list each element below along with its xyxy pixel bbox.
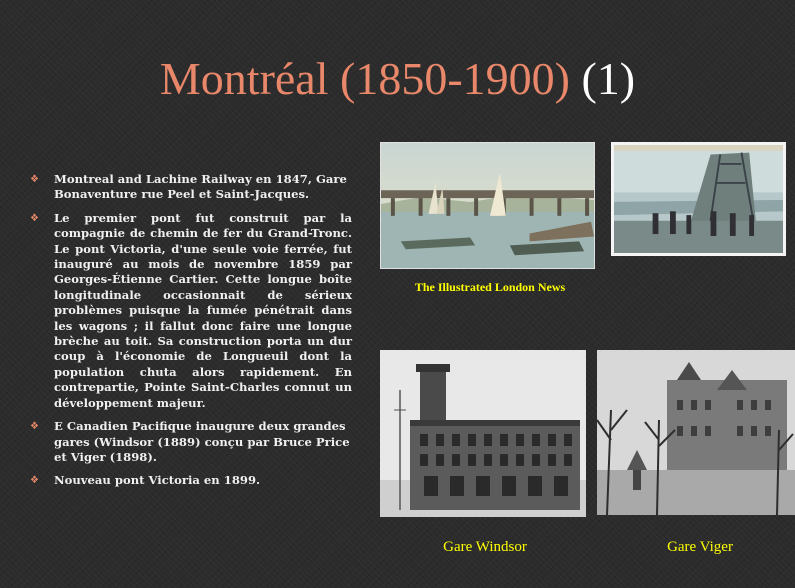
bullet-item: [30, 211, 352, 411]
diamond-bullet-icon: ❖: [30, 421, 39, 433]
bullet-item: [30, 419, 352, 465]
bullet-text: Montreal and Lachine Railway en 1847, Gare Bonaventure rue Peel et Saint-Jacques.: [54, 172, 347, 202]
diamond-bullet-icon: ❖: [30, 475, 39, 487]
gare-windsor-caption: Gare Windsor: [443, 539, 527, 555]
victoria-bridge-engraving-image: [380, 142, 595, 269]
diamond-bullet-icon: ❖: [30, 212, 39, 224]
diamond-bullet-icon: ❖: [30, 174, 39, 185]
bullet-item: [30, 172, 352, 203]
gare-viger-caption: Gare Viger: [667, 539, 733, 555]
title-suffix: (1): [581, 53, 636, 104]
title-main: Montréal (1850-1900): [159, 53, 570, 104]
bullet-text: Le premier pont fut construit par la compagnie de chemin de fer du Grand-Tronc. Le pont Victoria, d'une seule voie ferrée, fut inauguré au mois de novembre 1859 par Georges-Étienne Cartier. Cette longue boîte longitudinale occasionnait de sérieux problèmes puisque la fumée pénétrait dans les wagons ; il fallut donc faire une longue brèche au toit. Sa construction porta un dur coup à l'économie de Longueuil dont la population chuta alors rapidement. En contrepartie, Pointe Saint-Charles connut un développement majeur.: [54, 210, 352, 410]
bullet-text: E Canadien Pacifique inaugure deux grandes gares (Windsor (1889) conçu par Bruce Price et Viger (1898).: [54, 419, 350, 464]
bullet-text: Nouveau pont Victoria en 1899.: [54, 473, 261, 488]
victoria-bridge-postcard-image: [611, 142, 786, 256]
gare-windsor-image: [380, 350, 586, 517]
bullet-item: [30, 473, 352, 488]
news-caption: The Illustrated London News: [414, 280, 566, 294]
slide-title: [0, 50, 795, 108]
bullet-list: [30, 172, 352, 497]
gare-viger-image: [597, 350, 795, 515]
